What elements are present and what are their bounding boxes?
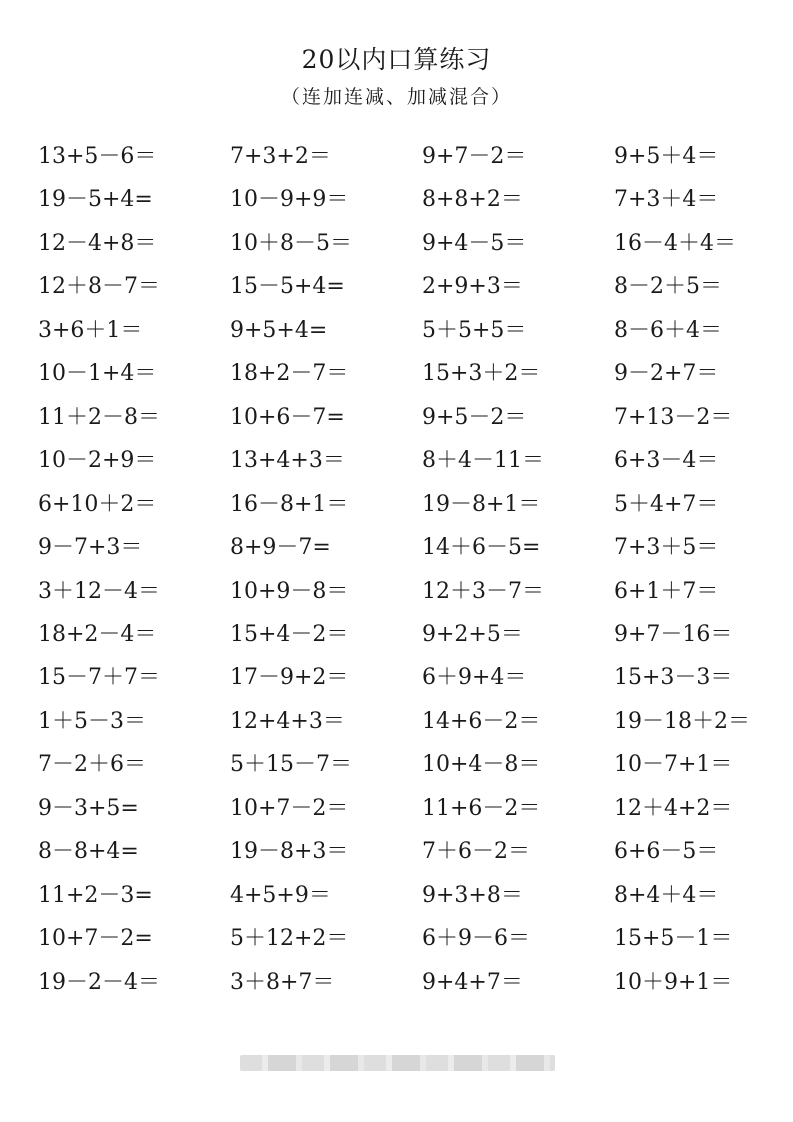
math-problem: 12＋3－7＝ — [422, 578, 544, 604]
blurred-footer-watermark — [240, 1055, 555, 1071]
math-problem: 9+5－2＝ — [422, 404, 527, 430]
math-problem: 15+3－3＝ — [614, 665, 733, 691]
math-problem: 4+5+9＝ — [230, 882, 331, 908]
math-problem: 18+2－7＝ — [230, 361, 349, 387]
math-problem: 19－2－4＝ — [38, 969, 160, 995]
math-problem: 10－7+1＝ — [614, 752, 733, 778]
math-problem: 5＋5+5＝ — [422, 317, 527, 343]
math-problem: 7－2＋6＝ — [38, 752, 146, 778]
math-problem: 3+6＋1＝ — [38, 317, 143, 343]
math-problem: 2+9+3＝ — [422, 274, 523, 300]
math-problem: 1＋5－3＝ — [38, 708, 146, 734]
math-problem: 19－8+1＝ — [422, 491, 541, 517]
math-problem: 9－7+3＝ — [38, 535, 143, 561]
math-problem: 5＋15－7＝ — [230, 752, 352, 778]
math-problem: 16－8+1＝ — [230, 491, 349, 517]
math-problem: 13+5－6＝ — [38, 144, 157, 169]
math-problem: 6＋9+4＝ — [422, 665, 527, 691]
math-problem: 8－2＋5＝ — [614, 274, 722, 300]
math-problem: 7+3＋4＝ — [614, 187, 719, 213]
math-problem: 19－8+3＝ — [230, 839, 349, 865]
math-problem: 10+7－2＝ — [230, 795, 349, 821]
math-problem: 3＋12－4＝ — [38, 578, 160, 604]
math-problem: 9－2+7＝ — [614, 361, 719, 387]
math-problem: 11+6－2＝ — [422, 795, 541, 821]
math-problem: 8＋4－11＝ — [422, 448, 544, 474]
math-problem: 6+10＋2＝ — [38, 491, 157, 517]
math-problem: 10＋9+1＝ — [614, 969, 733, 995]
math-problem: 15+4－2＝ — [230, 621, 349, 647]
math-problem: 6+6－5＝ — [614, 839, 719, 865]
math-problem: 8－6＋4＝ — [614, 317, 722, 343]
math-problem: 16－4＋4＝ — [614, 230, 736, 256]
math-problem: 9+5＋4＝ — [614, 144, 719, 169]
math-problem: 10+7－2= — [38, 926, 153, 952]
math-problem: 15－5+4= — [230, 274, 345, 300]
math-problem: 10－1+4＝ — [38, 361, 157, 387]
math-problem: 15+3＋2＝ — [422, 361, 541, 387]
math-problem: 7+13－2＝ — [614, 404, 733, 430]
math-problem: 6+1＋7＝ — [614, 578, 719, 604]
math-problem: 14+6－2＝ — [422, 708, 541, 734]
math-problem: 10－2+9＝ — [38, 448, 157, 474]
math-problem: 10－9+9＝ — [230, 187, 349, 213]
math-problem: 9+5+4= — [230, 317, 328, 343]
math-problem: 9+4+7＝ — [422, 969, 523, 995]
math-problem: 7+3+2＝ — [230, 144, 331, 169]
page-subtitle: （连加连减、加减混合） — [280, 86, 512, 108]
math-problem: 5＋4+7＝ — [614, 491, 719, 517]
page-title: 20以内口算练习 — [301, 45, 492, 74]
math-problem: 5＋12+2＝ — [230, 926, 349, 952]
math-problem: 11＋2－8＝ — [38, 404, 160, 430]
math-problem: 12＋8－7＝ — [38, 274, 160, 300]
math-problem: 15+5－1＝ — [614, 926, 733, 952]
math-problem: 8+4＋4＝ — [614, 882, 719, 908]
math-problem: 7+3＋5＝ — [614, 535, 719, 561]
math-problem: 17－9+2＝ — [230, 665, 349, 691]
math-problem: 9+7－2＝ — [422, 144, 527, 169]
math-problem: 3＋8+7＝ — [230, 969, 335, 995]
math-problem: 8+9－7= — [230, 535, 331, 561]
math-problem: 7＋6－2＝ — [422, 839, 530, 865]
math-problem: 18+2－4＝ — [38, 621, 157, 647]
math-problem: 9+4－5＝ — [422, 230, 527, 256]
math-problem: 19－5+4= — [38, 187, 153, 213]
math-problem: 12＋4+2＝ — [614, 795, 733, 821]
math-problem: 19－18＋2＝ — [614, 708, 750, 734]
math-problem: 6＋9－6＝ — [422, 926, 530, 952]
math-problem: 15－7＋7＝ — [38, 665, 160, 691]
math-problem: 10+6－7= — [230, 404, 345, 430]
math-problem: 11+2－3= — [38, 882, 153, 908]
math-problem: 12－4+8＝ — [38, 230, 157, 256]
math-problem: 10+4－8＝ — [422, 752, 541, 778]
math-problem: 12+4+3＝ — [230, 708, 345, 734]
math-problem: 9－3+5= — [38, 795, 139, 821]
math-problem: 9+3+8＝ — [422, 882, 523, 908]
math-problem: 9+7－16＝ — [614, 621, 733, 647]
math-problem: 13+4+3＝ — [230, 448, 345, 474]
math-problem: 8－8+4= — [38, 839, 139, 865]
math-problem: 10＋8－5＝ — [230, 230, 352, 256]
math-problem: 10+9－8＝ — [230, 578, 349, 604]
math-problem: 8+8+2＝ — [422, 187, 523, 213]
math-problem: 6+3－4＝ — [614, 448, 719, 474]
math-problem: 9+2+5＝ — [422, 621, 523, 647]
math-problem: 14＋6－5= — [422, 535, 541, 561]
